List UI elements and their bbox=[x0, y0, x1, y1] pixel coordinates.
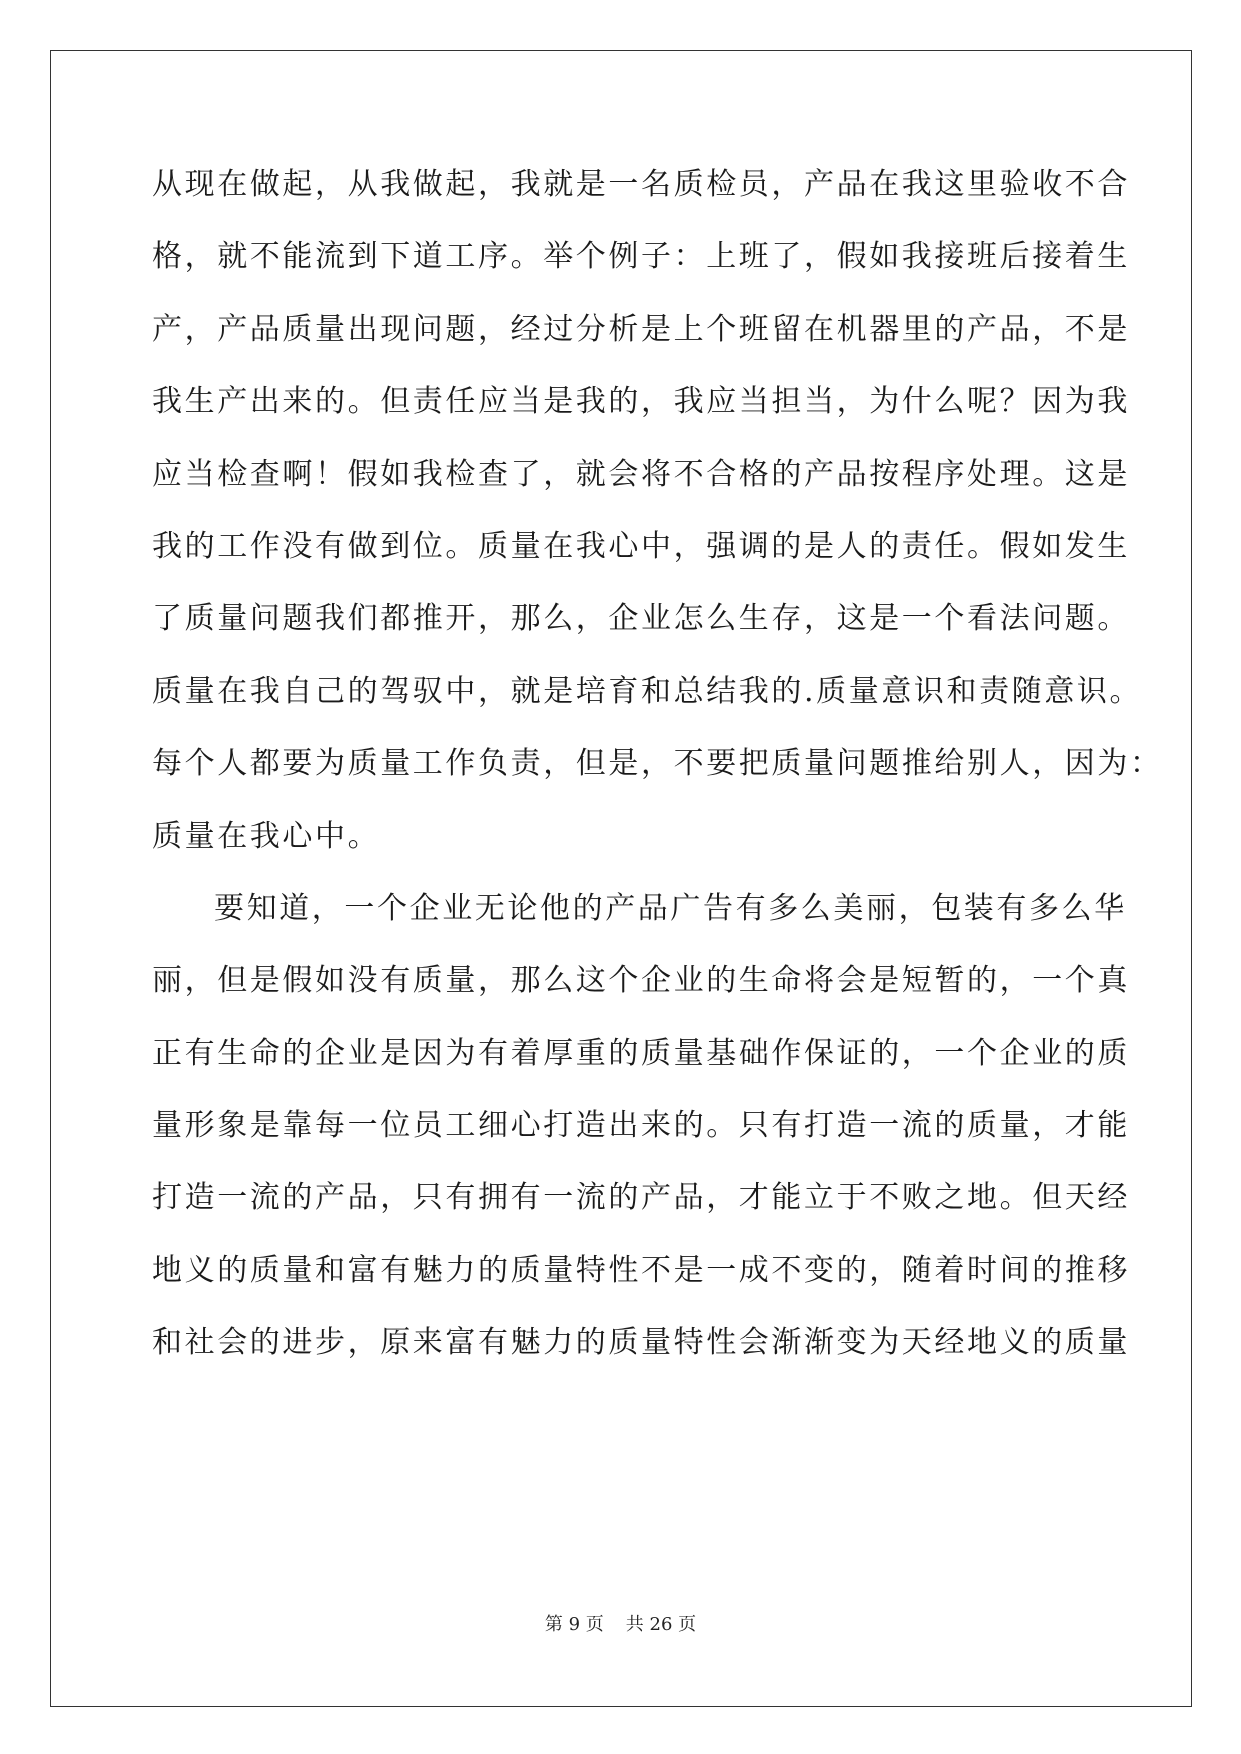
text-line: 打造一流的产品，只有拥有一流的产品，才能立于不败之地。但天经 bbox=[152, 1180, 1130, 1216]
text-line: 我生产出来的。但责任应当是我的，我应当担当，为什么呢？因为我 bbox=[152, 384, 1130, 420]
text-line: 格，就不能流到下道工序。举个例子：上班了，假如我接班后接着生 bbox=[152, 239, 1130, 275]
text-line: 正有生命的企业是因为有着厚重的质量基础作保证的，一个企业的质 bbox=[152, 1035, 1130, 1071]
text-line: 质量在我自己的驾驭中，就是培育和总结我的.质量意识和责随意识。 bbox=[152, 673, 1143, 709]
text-line: 我的工作没有做到位。质量在我心中，强调的是人的责任。假如发生 bbox=[152, 528, 1130, 564]
text-line: 应当检查啊！假如我检查了，就会将不合格的产品按程序处理。这是 bbox=[152, 456, 1130, 492]
text-line: 地义的质量和富有魅力的质量特性不是一成不变的，随着时间的推移 bbox=[152, 1252, 1130, 1288]
text-line: 量形象是靠每一位员工细心打造出来的。只有打造一流的质量，才能 bbox=[152, 1108, 1130, 1144]
page-total: 共 26 页 bbox=[625, 1614, 697, 1635]
text-line: 了质量问题我们都推开，那么，企业怎么生存，这是一个看法问题。 bbox=[152, 601, 1130, 637]
paragraph-first-line: 要知道，一个企业无论他的产品广告有多么美丽，包装有多么华 bbox=[214, 890, 1127, 926]
text-line: 丽，但是假如没有质量，那么这个企业的生命将会是短暂的，一个真 bbox=[152, 963, 1130, 999]
text-line: 每个人都要为质量工作负责，但是，不要把质量问题推给别人，因为： bbox=[152, 746, 1163, 782]
text-line: 和社会的进步，原来富有魅力的质量特性会渐渐变为天经地义的质量 bbox=[152, 1325, 1130, 1361]
page-number: 第 9 页 bbox=[544, 1614, 604, 1635]
text-line: 从现在做起，从我做起，我就是一名质检员，产品在我这里验收不合 bbox=[152, 167, 1130, 202]
text-line: 产，产品质量出现问题，经过分析是上个班留在机器里的产品，不是 bbox=[152, 311, 1130, 347]
page-footer bbox=[0, 1613, 1241, 1637]
text-line: 质量在我心中。 bbox=[152, 818, 381, 854]
document-body bbox=[152, 155, 1163, 1386]
